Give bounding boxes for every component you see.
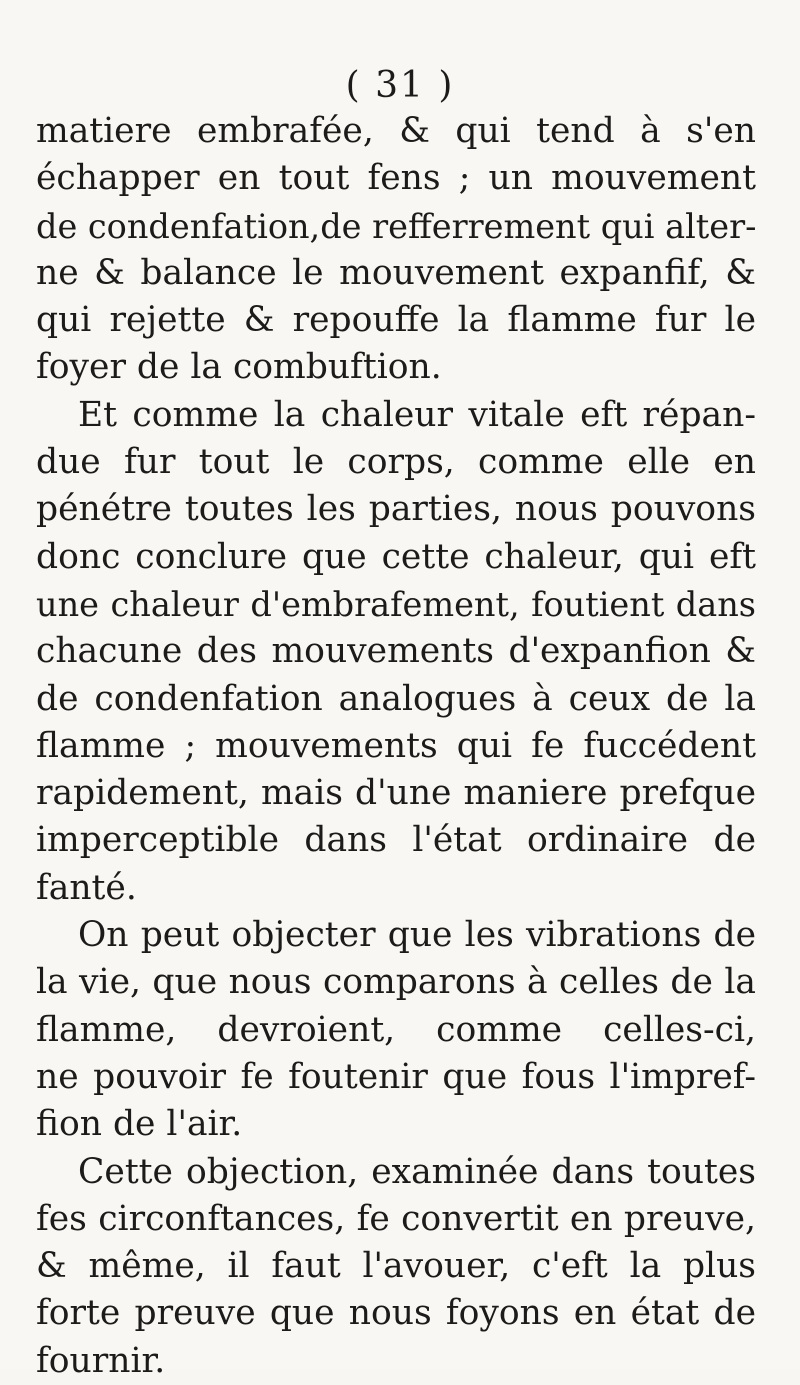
text-line: une chaleur d'embrafement, foutient dans [36, 584, 756, 624]
text-line: due fur tout le corps, comme elle en [36, 442, 756, 483]
text-line: fanté. [36, 867, 137, 908]
text-line: matiere embrafée, & qui tend à s'en [36, 111, 756, 151]
text-line: imperceptible dans l'état ordinaire de [36, 820, 756, 861]
text-line: Cette objection, examinée dans toutes [78, 1151, 756, 1192]
text-line: flamme ; mouvements qui fe fuccédent [36, 725, 756, 766]
text-line: forte preuve que nous foyons en état de [36, 1293, 756, 1334]
text-line: foyer de la combuftion. [36, 347, 442, 388]
text-line: chacune des mouvements d'expanfion & [36, 631, 756, 672]
text-line: Et comme la chaleur vitale eft répan- [78, 394, 756, 435]
text-line: & même, il faut l'avouer, c'eft la plus [36, 1246, 756, 1287]
text-line: fion de l'air. [36, 1104, 243, 1145]
text-line: ne pouvoir fe foutenir que fous l'impref- [36, 1056, 756, 1097]
text-line: qui rejette & repouffe la flamme fur le [36, 300, 756, 341]
text-line: fournir. [36, 1340, 166, 1381]
text-line: échapper en tout fens ; un mouvement [36, 158, 756, 199]
text-line: pénétre toutes les parties, nous pouvons [36, 489, 756, 530]
text-line: fes circonftances, fe convertit en preuve, [36, 1198, 756, 1239]
text-line: donc conclure que cette chaleur, qui eft [36, 536, 756, 577]
text-line: flamme, devroient, comme celles-ci, [36, 1009, 756, 1050]
text-line: rapidement, mais d'une maniere prefque [36, 773, 756, 814]
page-number: ( 31 ) [345, 65, 455, 106]
text-line: On peut objecter que les vibrations de [78, 915, 756, 956]
text-line: la vie, que nous comparons à celles de la [36, 962, 756, 1003]
text-line: de condenfation,de refferrement qui alter- [36, 206, 757, 246]
text-line: de condenfation analogues à ceux de la [36, 678, 756, 719]
text-line: ne & balance le mouvement expanfif, & [36, 252, 756, 293]
body-text [36, 108, 756, 1385]
